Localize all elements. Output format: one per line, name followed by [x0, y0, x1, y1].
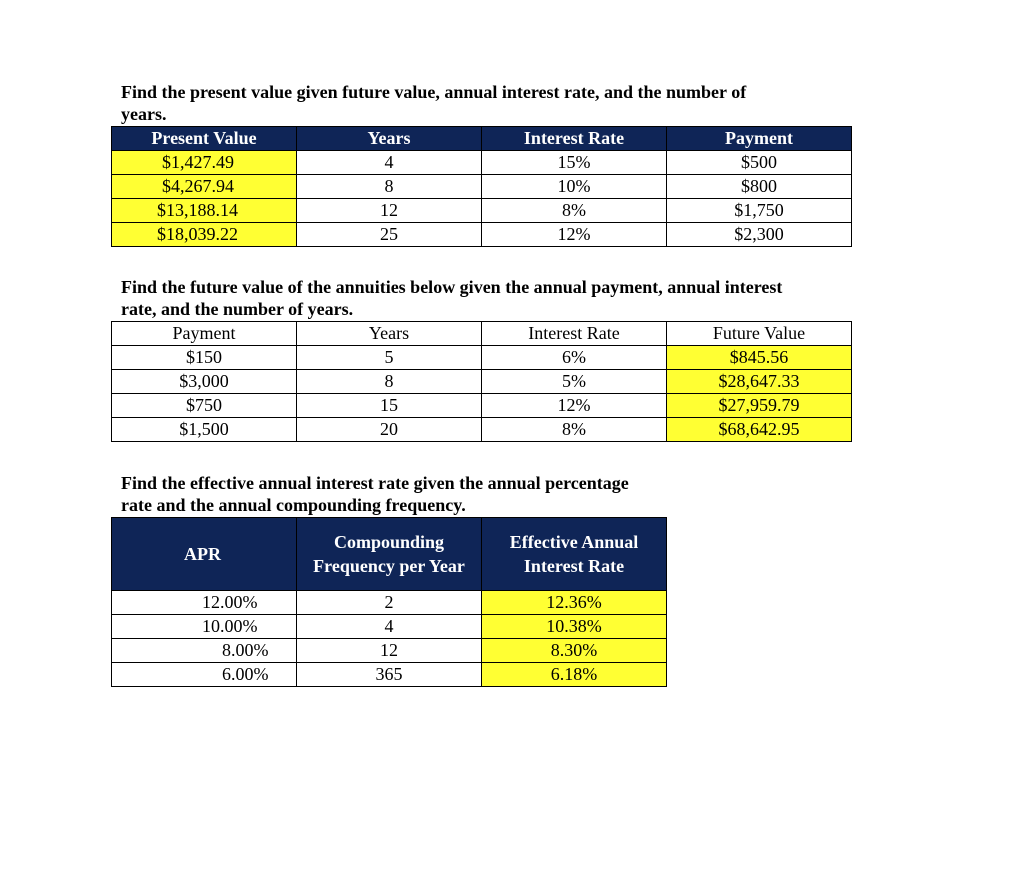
cell-apr[interactable]: 6.00%: [112, 663, 297, 687]
q2-title-line2: rate, and the number of years.: [121, 299, 354, 319]
cell-effective-rate[interactable]: 8.30%: [482, 639, 667, 663]
cell-payment[interactable]: $1,750: [667, 199, 852, 223]
table-row: [112, 175, 852, 199]
cell-payment[interactable]: $1,500: [112, 418, 297, 442]
cell-apr[interactable]: 8.00%: [112, 639, 297, 663]
cell-present-value[interactable]: $4,267.94: [112, 175, 297, 199]
cell-years[interactable]: 15: [297, 394, 482, 418]
table-row: [112, 370, 852, 394]
future-value-table: [111, 321, 852, 442]
cell-future-value[interactable]: $27,959.79: [667, 394, 852, 418]
q2-title-line1: Find the future value of the annuities below given the annual payment, annual interest: [121, 277, 783, 297]
col-header-effective-rate: Effective Annual Interest Rate: [482, 518, 667, 591]
table-header-row: [112, 127, 852, 151]
cell-years[interactable]: 12: [297, 199, 482, 223]
col-header-interest-rate: Interest Rate: [482, 322, 667, 346]
cell-apr[interactable]: 12.00%: [112, 591, 297, 615]
cell-present-value[interactable]: $1,427.49: [112, 151, 297, 175]
cell-interest-rate[interactable]: 10%: [482, 175, 667, 199]
table-row: [112, 199, 852, 223]
present-value-table: [111, 126, 852, 247]
cell-years[interactable]: 20: [297, 418, 482, 442]
table-header-row: [112, 322, 852, 346]
cell-payment[interactable]: $750: [112, 394, 297, 418]
table-row: [112, 663, 667, 687]
cell-effective-rate[interactable]: 10.38%: [482, 615, 667, 639]
cell-compounding-frequency[interactable]: 2: [297, 591, 482, 615]
table-row: [112, 151, 852, 175]
cell-interest-rate[interactable]: 15%: [482, 151, 667, 175]
cell-future-value[interactable]: $28,647.33: [667, 370, 852, 394]
cell-years[interactable]: 8: [297, 175, 482, 199]
cell-interest-rate[interactable]: 5%: [482, 370, 667, 394]
q1-title-line2: years.: [121, 104, 167, 124]
cell-interest-rate[interactable]: 8%: [482, 418, 667, 442]
cell-years[interactable]: 4: [297, 151, 482, 175]
table-row: [112, 394, 852, 418]
q3-title-line2: rate and the annual compounding frequency.: [121, 495, 466, 515]
col-header-interest-rate: Interest Rate: [482, 127, 667, 151]
cell-interest-rate[interactable]: 8%: [482, 199, 667, 223]
table-row: [112, 615, 667, 639]
col-header-years: Years: [297, 127, 482, 151]
cell-years[interactable]: 8: [297, 370, 482, 394]
cell-interest-rate[interactable]: 6%: [482, 346, 667, 370]
cell-apr[interactable]: 10.00%: [112, 615, 297, 639]
table-row: [112, 639, 667, 663]
col-header-future-value: Future Value: [667, 322, 852, 346]
col-header-years: Years: [297, 322, 482, 346]
cell-present-value[interactable]: $18,039.22: [112, 223, 297, 247]
cell-payment[interactable]: $150: [112, 346, 297, 370]
cell-future-value[interactable]: $845.56: [667, 346, 852, 370]
table-row: [112, 418, 852, 442]
cell-interest-rate[interactable]: 12%: [482, 394, 667, 418]
cell-years[interactable]: 5: [297, 346, 482, 370]
cell-present-value[interactable]: $13,188.14: [112, 199, 297, 223]
cell-compounding-frequency[interactable]: 12: [297, 639, 482, 663]
q3-title-line1: Find the effective annual interest rate given the annual percentage: [121, 473, 629, 493]
cell-payment[interactable]: $800: [667, 175, 852, 199]
col-header-compounding-frequency: Compounding Frequency per Year: [297, 518, 482, 591]
q1-title-line1: Find the present value given future value, annual interest rate, and the number of: [121, 82, 747, 102]
cell-payment[interactable]: $2,300: [667, 223, 852, 247]
cell-compounding-frequency[interactable]: 4: [297, 615, 482, 639]
cell-compounding-frequency[interactable]: 365: [297, 663, 482, 687]
effective-rate-table: [111, 517, 667, 687]
col-header-payment: Payment: [667, 127, 852, 151]
col-header-payment: Payment: [112, 322, 297, 346]
col-header-present-value: Present Value: [112, 127, 297, 151]
cell-effective-rate[interactable]: 12.36%: [482, 591, 667, 615]
table-row: [112, 346, 852, 370]
cell-future-value[interactable]: $68,642.95: [667, 418, 852, 442]
cell-years[interactable]: 25: [297, 223, 482, 247]
col-header-apr: APR: [112, 518, 297, 591]
cell-interest-rate[interactable]: 12%: [482, 223, 667, 247]
table-row: [112, 591, 667, 615]
cell-effective-rate[interactable]: 6.18%: [482, 663, 667, 687]
cell-payment[interactable]: $500: [667, 151, 852, 175]
table-header-row: [112, 518, 667, 591]
table-row: [112, 223, 852, 247]
cell-payment[interactable]: $3,000: [112, 370, 297, 394]
